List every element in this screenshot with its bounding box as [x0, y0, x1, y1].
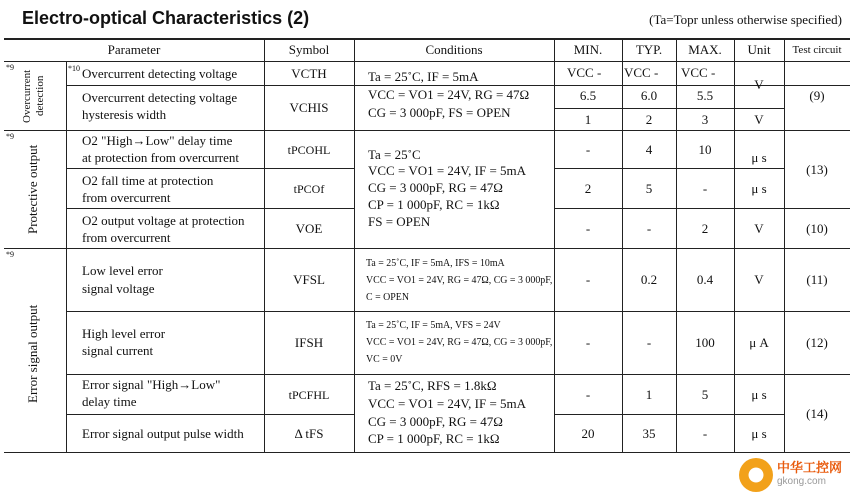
max-ifsh: 100: [695, 335, 715, 350]
cond-e1-line1: Ta = 25˚C, IF = 5mA, IFS = 10mA: [366, 256, 505, 269]
header-min: MIN.: [573, 42, 603, 57]
param-hysteresis-line2: hysteresis width: [82, 107, 167, 122]
cond-p-line2: VCC = VO1 = 24V, IF = 5mA: [368, 163, 527, 178]
param-e1-line2: signal voltage: [82, 281, 155, 296]
cond-oc-line3: CG = 3 000pF, FS = OPEN: [368, 105, 511, 120]
typ-vcth: 6.0: [640, 88, 658, 103]
row-divider: [66, 85, 850, 86]
unit-tpcfhl: μ s: [751, 386, 767, 402]
max-voe: 2: [701, 220, 709, 236]
symbol-delta-tfs: Δ tFS: [294, 425, 324, 441]
cond-e-line4: CP = 1 000pF, RC = 1kΩ: [368, 431, 500, 446]
min-vfsl: -: [585, 272, 591, 287]
header-typ: TYP.: [635, 42, 663, 57]
unit-delta-tfs: μ s: [751, 425, 767, 441]
cond-p-line3: CG = 3 000pF, RG = 47Ω: [368, 180, 503, 195]
table-bottom-border: [4, 452, 850, 453]
max-tpcohl: 10: [698, 141, 712, 157]
min-delta-tfs: 20: [581, 425, 595, 441]
min-voe: -: [585, 220, 591, 236]
min-vchis: 1: [584, 111, 592, 127]
param-e2-line1: High level error: [82, 326, 166, 341]
max-tpcfhl: 5: [701, 386, 709, 402]
unit-vchis: V: [754, 111, 764, 127]
page-title: Electro-optical Characteristics (2): [22, 8, 310, 28]
unit-vcth: V: [754, 77, 764, 92]
group-protective-output: Protective output: [25, 144, 40, 234]
symbol-ifsh: IFSH: [294, 335, 324, 350]
symbol-tpcfhl: tPCFHL: [288, 387, 330, 402]
symbol-vcth: VCTH: [291, 65, 327, 81]
max-vchis: 3: [701, 111, 709, 127]
cond-p-line1: Ta = 25˚C: [368, 147, 421, 162]
cond-p-line4: CP = 1 000pF, RC = 1kΩ: [368, 197, 500, 212]
condition-note: (Ta=Topr unless otherwise specified): [649, 12, 842, 27]
typ-tpcfhl: 1: [645, 386, 653, 402]
cond-oc-line2: VCC = VO1 = 24V, RG = 47Ω: [368, 87, 530, 102]
min-tpcof: 2: [584, 180, 592, 196]
group-note: *9: [6, 250, 14, 259]
param-e2-line2: signal current: [82, 343, 154, 358]
param-p1-line1: O2 "High→Low" delay time: [82, 133, 233, 148]
max-delta-tfs: -: [702, 425, 708, 441]
watermark-url: gkong.com: [776, 476, 826, 487]
typ-vcc-prefix: VCC -: [624, 65, 659, 80]
typ-tpcohl: 4: [645, 141, 653, 157]
param-p2-line1: O2 fall time at protection: [82, 173, 214, 188]
gear-icon: [739, 458, 773, 492]
group-error-signal-output: Error signal output: [25, 304, 40, 404]
max-tpcof: -: [702, 180, 708, 196]
header-max: MAX.: [688, 42, 722, 57]
cond-e-line3: CG = 3 000pF, RG = 47Ω: [368, 414, 503, 429]
cond-e1-line3: C = OPEN: [366, 290, 409, 303]
unit-tpcof: μ s: [751, 180, 767, 196]
cond-oc-line1: Ta = 25˚C, IF = 5mA: [368, 69, 479, 84]
cond-e1-line2: VCC = VO1 = 24V, RG = 47Ω, CG = 3 000pF,: [366, 273, 553, 286]
unit-tpcohl: μ s: [751, 150, 767, 165]
unit-voe: V: [754, 220, 764, 236]
typ-voe: -: [646, 220, 652, 236]
max-vcc-prefix: VCC -: [681, 65, 716, 80]
param-e4: Error signal output pulse width: [82, 425, 244, 441]
min-tpcohl: -: [585, 141, 591, 157]
header-parameter: Parameter: [107, 42, 161, 57]
param-overcurrent-detecting-voltage: Overcurrent detecting voltage: [82, 65, 238, 81]
cond-e2-line1: Ta = 25˚C, IF = 5mA, VFS = 24V: [366, 318, 501, 331]
max-vcth: 5.5: [696, 88, 714, 103]
cond-e-line1: Ta = 25˚C, RFS = 1.8kΩ: [368, 378, 497, 393]
cond-e-line2: VCC = VO1 = 24V, IF = 5mA: [368, 396, 527, 411]
cond-p-line5: FS = OPEN: [368, 214, 431, 229]
typ-tpcof: 5: [645, 180, 653, 196]
cond-e2-line2: VCC = VO1 = 24V, RG = 47Ω, CG = 3 000pF,: [366, 335, 553, 348]
symbol-tpcohl: tPCOHL: [287, 142, 331, 157]
watermark-name: 中华工控网: [776, 460, 842, 475]
col-divider: [354, 38, 355, 452]
cond-e2-line3: VC = 0V: [366, 352, 403, 365]
typ-vchis: 2: [645, 111, 653, 127]
symbol-voe: VOE: [295, 220, 323, 236]
min-ifsh: -: [585, 335, 591, 350]
row-note: *10: [68, 64, 80, 73]
typ-ifsh: -: [646, 335, 652, 350]
circuit-14: (14): [806, 405, 828, 421]
min-tpcfhl: -: [585, 386, 591, 402]
symbol-vfsl: VFSL: [293, 272, 325, 287]
typ-vfsl: 0.2: [640, 272, 658, 287]
circuit-11: (11): [806, 272, 828, 287]
circuit-9: (9): [809, 88, 825, 103]
circuit-13: (13): [806, 161, 828, 177]
typ-delta-tfs: 35: [642, 425, 656, 441]
min-vcth: 6.5: [579, 88, 597, 103]
header-symbol: Symbol: [288, 42, 330, 57]
group-overcurrent-detection: Overcurrent detection: [21, 69, 46, 123]
watermark-logo: [739, 458, 842, 492]
unit-vfsl: V: [754, 272, 764, 287]
max-vfsl: 0.4: [696, 272, 714, 287]
circuit-12: (12): [806, 335, 828, 350]
header-test-circuit: Test circuit: [792, 44, 842, 56]
col-divider: [66, 61, 67, 452]
param-e1-line1: Low level error: [82, 263, 163, 278]
header-conditions: Conditions: [425, 42, 483, 57]
param-p3-line2: from overcurrent: [82, 230, 171, 245]
param-e3-line2: delay time: [82, 394, 137, 409]
param-p2-line2: from overcurrent: [82, 190, 171, 205]
min-vcc-prefix: VCC -: [567, 65, 602, 80]
group-note: *9: [6, 132, 14, 141]
unit-ifsh: μ A: [749, 335, 769, 350]
param-hysteresis-line1: Overcurrent detecting voltage: [82, 90, 238, 105]
header-unit: Unit: [747, 42, 771, 57]
circuit-10: (10): [806, 220, 828, 236]
param-p1-line2: at protection from overcurrent: [82, 150, 240, 165]
group-note: *9: [6, 63, 14, 72]
param-p3-line1: O2 output voltage at protection: [82, 213, 245, 228]
symbol-vchis: VCHIS: [289, 100, 329, 115]
symbol-tpcof: tPCOf: [293, 181, 325, 196]
param-e3-line1: Error signal "High→Low": [82, 377, 221, 392]
